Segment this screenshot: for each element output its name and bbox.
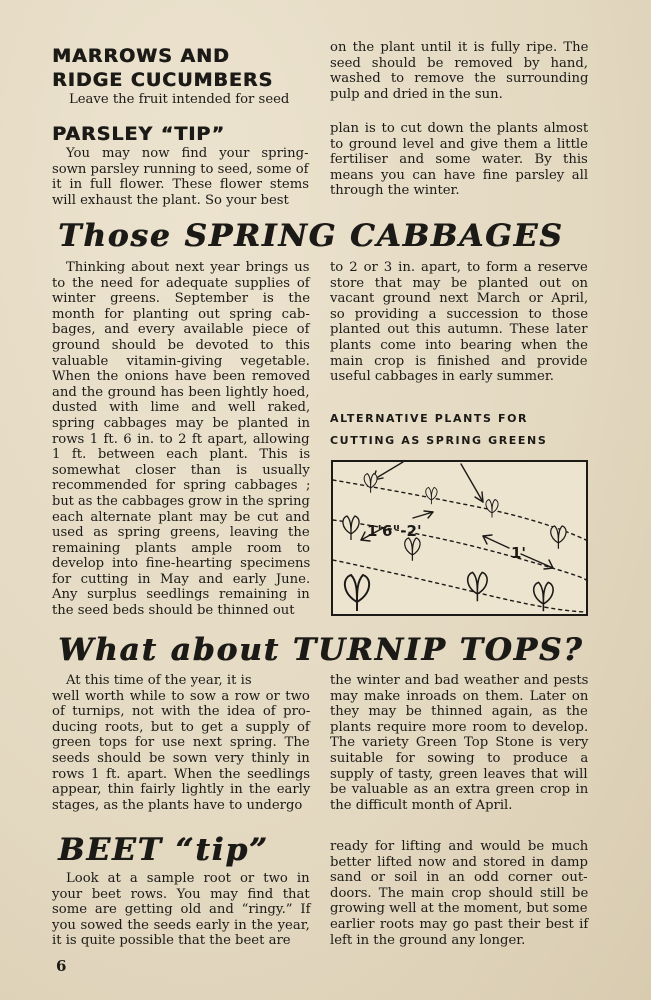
turnip-heading: What about TURNIP TOPS?	[58, 632, 584, 668]
figure-caption	[330, 408, 589, 452]
text-line: ducing roots, but to get a supply of	[52, 719, 310, 735]
cabbage-rows-illustration	[333, 462, 586, 614]
beet-col2-text	[330, 839, 588, 948]
page-number: 6	[56, 957, 67, 975]
text-line: vacant ground next March or April,	[330, 291, 589, 307]
text-line: may make inroads on them. Later on	[330, 688, 589, 704]
text-line: Thinking about next year brings us	[66, 260, 310, 275]
spring-greens-figure	[330, 408, 589, 616]
cabbage-plant-icon	[345, 575, 369, 611]
text-line: rows 1 ft. 6 in. to 2 ft apart, allowing	[52, 431, 310, 447]
marrows-heading-line1: MARROWS AND	[52, 45, 230, 67]
figure-illustration-box	[331, 460, 588, 616]
text-line: stages, as the plants have to undergo	[52, 797, 303, 813]
text-line: for cutting in May and early June.	[52, 571, 311, 587]
text-line: supply of tasty, green leaves that will	[330, 766, 588, 782]
text-line: be valuable as an extra green crop in	[330, 782, 589, 798]
text-line: remaining plants ample room to	[52, 540, 310, 556]
cabbages-col1-text	[52, 260, 310, 619]
text-line: on the plant until it is fully ripe. The	[330, 40, 589, 55]
text-line: useful cabbages in early summer.	[330, 369, 554, 385]
text-line: of turnips, not with the idea of pro-	[52, 704, 311, 720]
text-line: it is quite possible that the beet are	[52, 933, 291, 949]
text-line: ready for lifting and would be much	[330, 839, 589, 854]
text-line: seed should be removed by hand,	[330, 55, 589, 71]
text-line: doors. The main crop should still be	[330, 885, 589, 901]
figure-caption-line1: ALTERNATIVE PLANTS FOR	[330, 412, 529, 425]
marrows-heading-line2: RIDGE CUCUMBERS	[52, 69, 274, 91]
text-line: At this time of the year, it is	[66, 673, 252, 688]
text-line: to the need for adequate supplies of	[52, 275, 310, 291]
text-line: rows 1 ft. apart. When the seedlings	[52, 766, 311, 782]
cabbage-plant-icon	[486, 500, 498, 518]
text-line: well worth while to sow a row or two	[52, 688, 310, 704]
text-line: better lifted now and stored in damp	[330, 854, 589, 870]
text-line: through the winter.	[330, 183, 460, 199]
turnip-col1-text	[52, 673, 310, 813]
text-line: plants require more room to develop.	[330, 719, 589, 735]
text-line: they may be thinned again, as the	[330, 704, 588, 720]
text-line: earlier roots may go past their best if	[330, 916, 589, 932]
text-line: somewhat closer than is usually	[52, 462, 310, 478]
cabbage-plant-icon	[364, 474, 377, 493]
text-line: spring cabbages may be planted in	[52, 415, 310, 431]
text-line: the seed beds should be thinned out	[52, 603, 295, 619]
marrows-col2-text	[330, 40, 588, 102]
arrow-icon	[483, 536, 509, 548]
text-line: develop into fine-hearting specimens	[52, 556, 311, 572]
text-line: plan is to cut down the plants almost	[330, 121, 589, 136]
text-line: green tops for use next spring. The	[52, 735, 310, 751]
text-line: left in the ground any longer.	[330, 932, 526, 948]
cabbage-plant-icon	[426, 487, 437, 504]
text-line: your beet rows. You may find that	[52, 886, 310, 902]
text-line: When the onions have been removed	[52, 369, 311, 385]
text-line: The variety Green Top Stone is very	[330, 735, 589, 751]
text-line: sown parsley running to seed, some of	[52, 161, 309, 177]
text-line: growing well at the moment, but some	[330, 901, 588, 917]
text-line: ground should be devoted to this	[52, 337, 310, 353]
text-line: but as the cabbages grow in the spring	[52, 493, 310, 509]
parsley-col1-text	[52, 146, 309, 208]
text-line: to ground level and give them a little	[330, 136, 588, 152]
text-line: used as spring greens, leaving the	[52, 525, 310, 541]
text-line: plants come into bearing when the	[330, 337, 588, 353]
text-line: the winter and bad weather and pests	[330, 673, 589, 688]
text-line: and the ground has been lightly hoed,	[52, 384, 310, 400]
cabbage-plant-icon	[405, 538, 420, 561]
arrow-icon	[461, 464, 483, 502]
text-line: bages, and every available piece of	[52, 322, 310, 338]
marrows-col1-text	[69, 92, 309, 108]
text-line: Any surplus seedlings remaining in	[52, 587, 310, 603]
text-line: washed to remove the surrounding	[330, 71, 589, 87]
text-line: store that may be planted out on	[330, 275, 589, 291]
text-line: Look at a sample root or two in	[66, 871, 310, 886]
cabbages-heading: Those SPRING CABBAGES	[58, 218, 564, 254]
cabbage-plant-icon	[343, 516, 359, 540]
text-line: appear, thin fairly lightly in the early	[52, 782, 311, 798]
figure-caption-line2: CUTTING AS SPRING GREENS	[330, 434, 548, 447]
plant-spacing-label: 1'	[511, 544, 527, 562]
text-line: main crop is finished and provide	[330, 353, 588, 369]
text-line: some are getting old and “ringy.” If	[52, 902, 311, 918]
marrows-heading	[52, 44, 273, 92]
turnip-col2-text	[330, 673, 588, 813]
text-line: it in full flower. These flower stems	[52, 177, 310, 193]
beet-heading: BEET “tip”	[58, 832, 269, 868]
beet-col1-text	[52, 871, 310, 949]
text-line: fertiliser and some water. By this	[330, 152, 588, 168]
cabbage-plant-icon	[534, 582, 553, 611]
cabbage-plant-icon	[468, 572, 487, 601]
text-line: You may now find your spring-	[66, 146, 309, 161]
text-line: pulp and dried in the sun.	[330, 86, 503, 102]
text-line: valuable vitamin-giving vegetable.	[52, 353, 310, 369]
parsley-heading: PARSLEY “TIP”	[52, 123, 225, 145]
text-line: Leave the fruit intended for seed	[69, 92, 290, 107]
text-line: dusted with lime and well raked,	[52, 400, 311, 416]
text-line: means you can have fine parsley all	[330, 167, 589, 183]
text-line: winter greens. September is the	[52, 291, 311, 307]
row-spacing-label: 1'6"-2'	[367, 522, 422, 540]
text-line: to 2 or 3 in. apart, to form a reserve	[330, 260, 588, 275]
text-line: 1 ft. between each plant. This is	[52, 447, 311, 463]
text-line: each alternate plant may be cut and	[52, 509, 310, 525]
text-line: suitable for sowing to produce a	[330, 750, 589, 766]
text-line: you sowed the seeds early in the year,	[52, 917, 310, 933]
text-line: recommended for spring cabbages ;	[52, 478, 311, 494]
parsley-col2-text	[330, 121, 588, 199]
text-line: so providing a succession to those	[330, 306, 589, 322]
text-line: planted out this autumn. These later	[330, 322, 588, 338]
cabbages-col2-text	[330, 260, 588, 385]
text-line: will exhaust the plant. So your best	[52, 192, 289, 208]
text-line: sand or soil in an odd corner out-	[330, 870, 588, 886]
text-line: seeds should be sown very thinly in	[52, 750, 310, 766]
text-line: month for planting out spring cab-	[52, 306, 310, 322]
text-line: the difficult month of April.	[330, 797, 513, 813]
